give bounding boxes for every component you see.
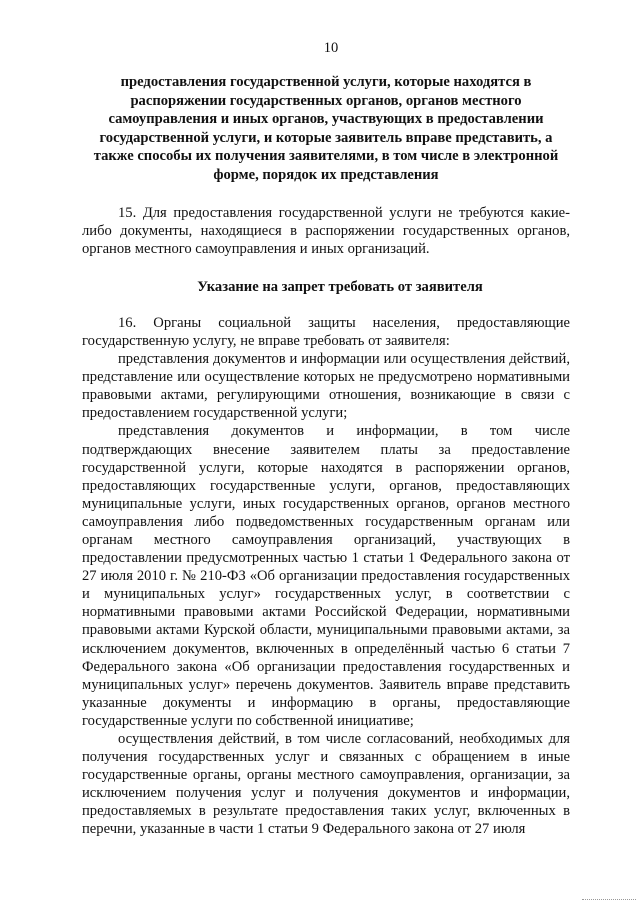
scan-edge-mark xyxy=(582,899,636,901)
page-number: 10 xyxy=(323,40,339,56)
section-title-prohibition: Указание на запрет требовать от заявителя xyxy=(197,278,483,295)
paragraph-15: 15. Для предоставления государственной услуги не требуются какие-либо документы, находящиеся в распоряжении государственных органов, органов местного самоуправления и иных организаций. xyxy=(82,204,570,257)
paragraph-16-item-1: представления документов и информации или осуществления действий, представление или осуществление которых не предусмотрено нормативными правовыми актами, регулирующими отношения, возникающие в связи с предоставлением государственной услуги; xyxy=(82,351,570,422)
spacer xyxy=(82,296,570,314)
spacer xyxy=(82,258,570,278)
spacer xyxy=(82,185,570,204)
section-heading-continued: предоставления государственной услуги, которые находятся в распоряжении государственных органов, органов местного самоуправления и иных органов, участвующих в предоставлении государственной услуги, и которые заявитель вправе представить, а также способы их получения заявителями, в том числе в электронной форме, порядок их представления xyxy=(93,74,559,183)
paragraph-16-intro: 16. Органы социальной защиты населения, предоставляющие государственную услугу, не вправе требовать от заявителя: xyxy=(82,314,570,349)
paragraph-16-item-2: представления документов и информации, в том числе подтверждающих внесение заявителем платы за предоставление государственной услуги, которые находятся в распоряжении органов, предоставляющих государственные услуги, органов, предоставляющих муниципальные услуги, иных государственных органов, органов местного самоуправления либо подведомственных государственным органам или органам местного самоуправления организаций, участвующих в предоставлении предусмотренных частью 1 статьи 1 Федерального закона от 27 июля 2010 г. № 210-ФЗ «Об организации предоставления государственных и муниципальных услуг» государственных услуг, в соответствии с нормативными правовыми актами Российской Федерации, нормативными правовыми актами Курской области, муниципальными правовыми актами, за исключением документов, включенных в определённый частью 6 статьи 7 Федерального закона «Об организации предоставления государственных и муниципальных услуг» перечень документов. Заявитель вправе представить указанные документы и информацию в органы, предоставляющие государственные услуги по собственной инициативе; xyxy=(82,423,570,729)
paragraph-16-item-3: осуществления действий, в том числе согласований, необходимых для получения государственных услуг и связанных с обращением в иные государственные органы, органы местного самоуправления, организации, за исключением получения услуг и получения документов и информации, предоставляемых в результате предоставления таких услуг, включенных в перечни, указанные в части 1 статьи 9 Федерального закона от 27 июля xyxy=(82,731,570,838)
